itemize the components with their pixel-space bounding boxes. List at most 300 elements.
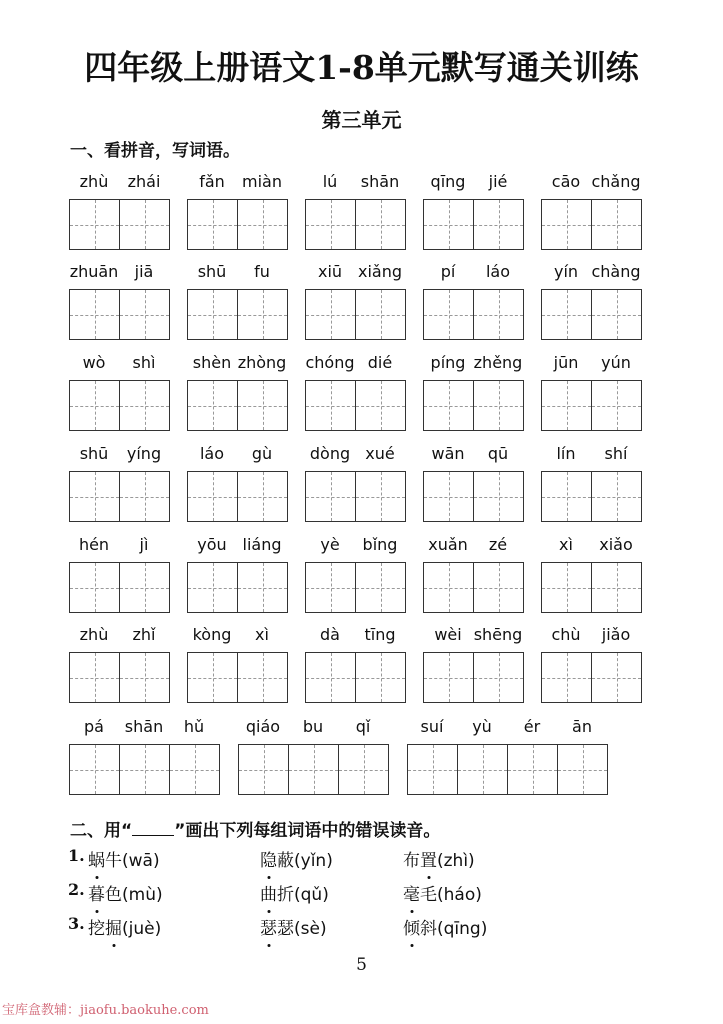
writing-cell[interactable] [339,745,388,794]
question-row [68,914,488,940]
writing-cell[interactable] [188,472,238,521]
writing-cell[interactable] [306,653,356,702]
question-number: 2. [68,880,85,899]
character [420,846,437,871]
word [403,914,437,939]
writing-cell[interactable] [474,563,523,612]
tianzige-boxes [69,562,170,613]
word-with-pinyin[interactable] [88,846,160,871]
section2-heading-prefix: 二、用“ [70,821,133,841]
pinyin-syllable: xiū [317,262,343,281]
word-box-group [541,624,642,703]
section2-heading-suffix: ”画出下列每组词语中的错误读音。 [174,821,441,841]
tianzige-boxes [238,744,389,795]
writing-cell[interactable] [356,290,405,339]
character-text: 折 [277,885,294,905]
word-with-pinyin[interactable] [88,914,161,939]
tianzige-boxes [187,562,288,613]
writing-cell[interactable] [356,381,405,430]
writing-cell[interactable] [238,472,287,521]
writing-cell[interactable] [356,653,405,702]
writing-cell[interactable] [424,381,474,430]
pinyin-syllable: ān [572,717,592,736]
writing-cell[interactable] [306,290,356,339]
pinyin-row [305,261,406,283]
word-box-group [541,534,642,613]
tianzige-boxes [187,380,288,431]
writing-cell[interactable] [188,290,238,339]
pinyin-annotation: (wā) [122,851,160,871]
writing-cell[interactable] [120,563,169,612]
word-box-group [541,443,642,522]
writing-cell[interactable] [120,745,170,794]
pinyin-row [305,624,406,646]
pinyin-syllable: chǎng [591,172,641,191]
underline-blank [132,821,174,836]
pinyin-syllable: xuǎn [428,535,468,554]
tianzige-boxes [69,289,170,340]
pinyin-syllable: shān [360,172,400,191]
pinyin-syllable: shēng [473,625,523,644]
writing-cell[interactable] [120,200,169,249]
pinyin-syllable: shān [124,717,164,736]
character-text: 暮 [88,885,105,905]
pinyin-syllable: dòng [309,444,351,463]
pinyin-syllable: hén [78,535,110,554]
writing-cell[interactable] [356,200,405,249]
tianzige-boxes [69,380,170,431]
pinyin-syllable: zhǐ [132,625,156,644]
pinyin-syllable: shū [197,262,227,281]
writing-cell[interactable] [424,200,474,249]
emphasis-dot-icon [112,944,115,947]
word-box-group [187,352,288,431]
writing-cell[interactable] [70,290,120,339]
character [88,914,105,939]
tianzige-boxes [305,380,406,431]
pinyin-syllable: zhù [79,625,109,644]
pinyin-row [423,534,524,556]
tianzige-boxes [305,471,406,522]
writing-cell[interactable] [120,472,169,521]
writing-cell[interactable] [70,563,120,612]
pinyin-row [187,443,288,465]
pinyin-syllable: yù [472,717,492,736]
writing-cell[interactable] [592,653,641,702]
tianzige-boxes [69,471,170,522]
pinyin-row [541,352,642,374]
character [105,846,122,871]
word-box-group [305,352,406,431]
pinyin-row [423,443,524,465]
writing-cell[interactable] [306,381,356,430]
pinyin-syllable: jì [139,535,149,554]
pinyin-row [69,352,170,374]
pinyin-row [187,261,288,283]
pinyin-syllable: cāo [551,172,581,191]
character-text: 倾 [403,919,420,939]
question-number: 1. [68,846,85,865]
pinyin-syllable: qū [487,444,509,463]
writing-cell[interactable] [592,472,641,521]
word-box-group [423,624,524,703]
word-box-group [541,352,642,431]
word-box-group [305,534,406,613]
writing-cell[interactable] [542,200,592,249]
writing-cell[interactable] [170,745,219,794]
pinyin-row [541,443,642,465]
writing-cell[interactable] [542,381,592,430]
writing-cell[interactable] [542,290,592,339]
character-text: 瑟 [260,919,277,939]
emphasis-dot-icon [427,876,430,879]
pinyin-syllable: qīng [430,172,466,191]
writing-cell[interactable] [120,653,169,702]
pinyin-row [238,716,389,738]
character [403,846,420,871]
writing-cell[interactable] [474,200,523,249]
writing-cell[interactable] [120,381,169,430]
question-row [68,846,475,872]
pinyin-syllable: xì [255,625,269,644]
writing-cell[interactable] [592,200,641,249]
tianzige-boxes [541,562,642,613]
pinyin-syllable: xué [365,444,395,463]
character-text: 布 [403,851,420,871]
character-text: 隐 [260,851,277,871]
pinyin-annotation: (sè) [294,919,327,939]
pinyin-syllable: chàng [591,262,641,281]
tianzige-boxes [423,652,524,703]
pinyin-row [69,716,220,738]
emphasis-dot-icon [267,910,270,913]
word [403,880,437,905]
character [277,846,294,871]
writing-cell[interactable] [289,745,339,794]
pinyin-row [423,171,524,193]
writing-cell[interactable] [424,472,474,521]
writing-cell[interactable] [542,472,592,521]
writing-cell[interactable] [238,200,287,249]
character-text: 挖 [88,919,105,939]
pinyin-row [187,352,288,374]
pinyin-syllable: yōu [197,535,227,554]
word-box-group [423,171,524,250]
writing-cell[interactable] [542,653,592,702]
character-text: 毛 [420,885,437,905]
pinyin-syllable: jiā [134,262,154,281]
writing-cell[interactable] [70,653,120,702]
writing-cell[interactable] [424,653,474,702]
pinyin-syllable: jiǎo [601,625,631,644]
writing-cell[interactable] [408,745,458,794]
word [403,846,437,871]
tianzige-boxes [187,289,288,340]
pinyin-syllable: zhái [127,172,161,191]
pinyin-syllable: yún [601,353,631,372]
tianzige-boxes [423,562,524,613]
emphasis-dot-icon [410,944,413,947]
tianzige-boxes [69,744,220,795]
writing-cell[interactable] [424,290,474,339]
writing-cell[interactable] [70,200,120,249]
tianzige-boxes [69,652,170,703]
pinyin-syllable: xiǎng [357,262,402,281]
watermark: 宝库盒教辅：jiaofu.baokuhe.com [2,1003,209,1018]
writing-cell[interactable] [592,563,641,612]
pinyin-row [541,624,642,646]
word-box-group [541,171,642,250]
character [260,880,277,905]
word-box-group [69,624,170,703]
character [88,880,105,905]
character [260,914,277,939]
writing-cell[interactable] [120,290,169,339]
writing-cell[interactable] [70,381,120,430]
character [420,880,437,905]
pinyin-syllable: liáng [242,535,282,554]
character-text: 置 [420,851,437,871]
word-box-group [69,352,170,431]
pinyin-syllable: xiǎo [599,535,633,554]
pinyin-syllable: láo [199,444,225,463]
pinyin-syllable: tīng [364,625,396,644]
writing-cell[interactable] [474,472,523,521]
tianzige-boxes [187,652,288,703]
question-number: 3. [68,914,85,933]
emphasis-dot-icon [95,910,98,913]
writing-cell[interactable] [356,563,405,612]
pinyin-syllable: kòng [192,625,232,644]
writing-cell[interactable] [238,563,287,612]
word-box-group [305,171,406,250]
pinyin-syllable: bu [302,717,324,736]
character-text: 蔽 [277,851,294,871]
pinyin-syllable: zhù [79,172,109,191]
character [105,880,122,905]
emphasis-dot-icon [95,876,98,879]
word-box-group [187,443,288,522]
pinyin-syllable: qiáo [245,717,281,736]
pinyin-row [423,624,524,646]
pinyin-syllable: shì [132,353,156,372]
emphasis-dot-icon [410,910,413,913]
word-box-group [541,261,642,340]
writing-cell[interactable] [474,381,523,430]
pinyin-row [541,261,642,283]
word-box-group [187,261,288,340]
writing-cell[interactable] [542,563,592,612]
pinyin-row [69,443,170,465]
tianzige-boxes [423,199,524,250]
pinyin-syllable: pá [84,717,104,736]
tianzige-boxes [187,471,288,522]
word-with-pinyin[interactable] [260,846,333,871]
tianzige-boxes [407,744,608,795]
pinyin-syllable: píng [430,353,466,372]
character [277,914,294,939]
tianzige-boxes [423,471,524,522]
writing-cell[interactable] [474,290,523,339]
tianzige-boxes [305,199,406,250]
tianzige-boxes [305,289,406,340]
question-row [68,880,482,906]
pinyin-syllable: pí [440,262,456,281]
character [403,914,420,939]
writing-cell[interactable] [188,200,238,249]
pinyin-syllable: qǐ [355,717,371,736]
word-with-pinyin[interactable] [403,914,487,939]
pinyin-syllable: chù [551,625,581,644]
word-with-pinyin[interactable] [403,880,482,905]
word-box-group [305,261,406,340]
word-box-group [69,443,170,522]
pinyin-syllable: zhuān [69,262,119,281]
word-box-group [69,171,170,250]
word-box-group [305,443,406,522]
pinyin-row [541,534,642,556]
word-box-group [69,261,170,340]
word [88,880,122,905]
pinyin-syllable: zé [488,535,508,554]
pinyin-row [305,171,406,193]
word [260,880,294,905]
idiom-box-group [238,716,389,795]
word [260,846,294,871]
pinyin-annotation: (qīng) [437,919,488,939]
emphasis-dot-icon [267,876,270,879]
word-box-group [423,443,524,522]
pinyin-row [423,352,524,374]
pinyin-syllable: shū [79,444,109,463]
idiom-box-group [407,716,608,795]
pinyin-annotation: (háo) [437,885,482,905]
pinyin-syllable: wò [82,353,106,372]
word-box-group [187,171,288,250]
pinyin-syllable: bǐng [362,535,398,554]
character [277,880,294,905]
writing-cell[interactable] [306,563,356,612]
pinyin-syllable: yín [553,262,579,281]
writing-cell[interactable] [356,472,405,521]
character-text: 牛 [105,851,122,871]
writing-cell[interactable] [306,200,356,249]
pinyin-syllable: gù [251,444,273,463]
pinyin-row [305,443,406,465]
tianzige-boxes [541,471,642,522]
word [88,846,122,871]
pinyin-syllable: lín [556,444,576,463]
tianzige-boxes [423,289,524,340]
character-text: 蜗 [88,851,105,871]
pinyin-row [69,624,170,646]
writing-cell[interactable] [508,745,558,794]
word-box-group [69,534,170,613]
writing-cell[interactable] [70,745,120,794]
pinyin-syllable: shèn [192,353,232,372]
writing-cell[interactable] [70,472,120,521]
tianzige-boxes [305,562,406,613]
tianzige-boxes [69,199,170,250]
pinyin-syllable: xì [559,535,573,554]
writing-cell[interactable] [238,381,287,430]
writing-cell[interactable] [188,563,238,612]
tianzige-boxes [541,652,642,703]
word-with-pinyin[interactable] [88,880,163,905]
character [260,846,277,871]
pinyin-syllable: fu [254,262,270,281]
word-box-group [187,534,288,613]
pinyin-syllable: dà [320,625,340,644]
writing-cell[interactable] [592,290,641,339]
writing-cell[interactable] [238,290,287,339]
pinyin-row [407,716,608,738]
word-with-pinyin[interactable] [403,846,475,871]
word-box-group [423,352,524,431]
writing-cell[interactable] [424,563,474,612]
character-text: 曲 [260,885,277,905]
pinyin-syllable: ér [523,717,541,736]
word-with-pinyin[interactable] [260,880,329,905]
character-text: 色 [105,885,122,905]
writing-cell[interactable] [558,745,607,794]
word-box-group [423,534,524,613]
character-text: 斜 [420,919,437,939]
tianzige-boxes [423,380,524,431]
writing-cell[interactable] [238,653,287,702]
writing-cell[interactable] [474,653,523,702]
pinyin-syllable: hǔ [183,717,205,736]
tianzige-boxes [541,380,642,431]
character-text: 毫 [403,885,420,905]
pinyin-annotation: (qǔ) [294,885,329,905]
pinyin-syllable: fǎn [199,172,225,191]
pinyin-row [69,534,170,556]
tianzige-boxes [305,652,406,703]
pinyin-syllable: lú [322,172,338,191]
section2-heading [70,816,440,841]
pinyin-row [305,352,406,374]
pinyin-annotation: (mù) [122,885,163,905]
idiom-box-group [69,716,220,795]
writing-cell[interactable] [188,653,238,702]
tianzige-boxes [541,199,642,250]
word-box-group [305,624,406,703]
pinyin-row [423,261,524,283]
writing-cell[interactable] [188,381,238,430]
word-box-group [423,261,524,340]
pinyin-syllable: yè [320,535,340,554]
word-with-pinyin[interactable] [260,914,327,939]
pinyin-syllable: shí [604,444,628,463]
writing-cell[interactable] [306,472,356,521]
pinyin-row [69,171,170,193]
pinyin-syllable: yíng [126,444,162,463]
word [88,914,122,939]
pinyin-row [541,171,642,193]
pinyin-syllable: suí [420,717,444,736]
page-number: 5 [356,955,367,975]
character [105,914,122,939]
character [403,880,420,905]
pinyin-row [69,261,170,283]
pinyin-syllable: wān [431,444,465,463]
tianzige-boxes [541,289,642,340]
writing-cell[interactable] [592,381,641,430]
pinyin-syllable: jūn [553,353,579,372]
writing-cell[interactable] [458,745,508,794]
writing-cell[interactable] [239,745,289,794]
